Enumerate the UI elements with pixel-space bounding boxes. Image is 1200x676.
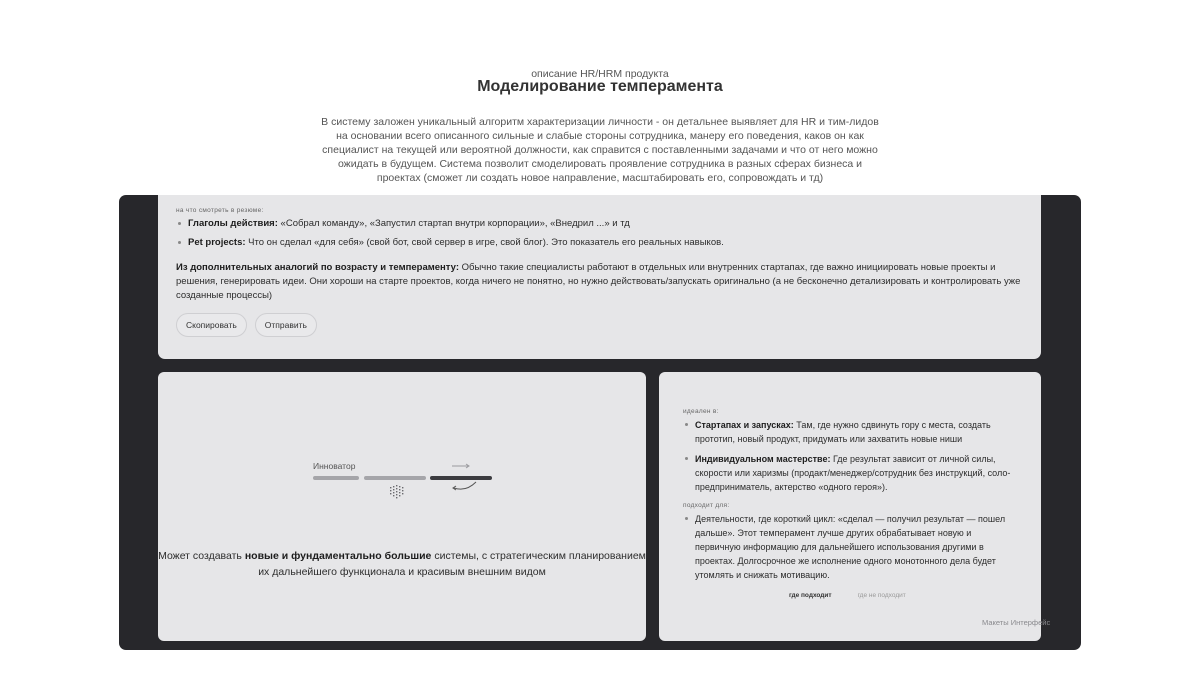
progress-segment xyxy=(364,476,426,480)
ideal-section xyxy=(683,408,1017,494)
analogies-text: Обычно такие специалисты работают в отдельных или внутренних стартапах, где важно инициировать новые проекты и решения, генерировать идеи. Они хороши на старте проектов, когда ничего не понятно, но нужно действовать/запускать оригинально (а не бесконечно детализировать и контролировать уже созданные процессы) xyxy=(176,262,1021,301)
list-item xyxy=(176,217,1023,231)
fit-card xyxy=(659,372,1041,641)
dark-frame xyxy=(119,195,1081,650)
resume-list xyxy=(176,217,1023,249)
list-item xyxy=(683,418,1017,446)
item-text: Где результат зависит от личной силы, скорости или харизмы (продакт/менеджер/сотрудник без инструкций, соло-предприниматель, актерство «одного героя»). xyxy=(695,454,1011,492)
analogies-paragraph xyxy=(176,261,1023,303)
item-text: Что он сделал «для себя» (свой бот, свой сервер в игре, свой блог). Это показатель его реальных навыков. xyxy=(245,236,724,248)
dots-icon xyxy=(387,483,407,503)
item-text: «Собрал команду», «Запустил стартап внутри корпорации», «Внедрил ...» и тд xyxy=(277,218,630,229)
item-text: Там, где нужно сдвинуть гору с места, создать прототип, новый продукт, придумать или захватить новые ниши xyxy=(695,420,991,444)
item-title: Стартапах и запусках: xyxy=(695,420,794,430)
page-title: Моделирование темперамента xyxy=(477,78,723,95)
innovator-text-start: Может создавать xyxy=(158,550,245,562)
suits-label: подходит для: xyxy=(683,502,730,509)
list-item xyxy=(176,236,1023,250)
item-text: Деятельности, где короткий цикл: «сделал — получил результат — пошел дальше». Этот темперамент лучше других обрабатывает новую и первичную информацию для дальнейшего использования другими в проектах. Долгосрочное же исполнение одного монотонного дела будет утомлять и снижать мотивацию. xyxy=(695,514,1006,580)
item-title: Глаголы действия: xyxy=(188,218,278,229)
suits-list xyxy=(683,512,1017,582)
list-item xyxy=(683,512,1017,582)
arrow-icon xyxy=(446,460,496,494)
tab-not-fits[interactable]: где не подходит xyxy=(857,592,906,599)
tab-fits[interactable]: где подходит xyxy=(789,592,832,599)
page-subtitle: описание HR/HRM продукта xyxy=(531,68,669,80)
innovator-label: Инноватор xyxy=(313,461,356,471)
item-title: Индивидуальном мастерстве: xyxy=(695,454,831,464)
analogies-title: Из дополнительных аналогий по возрасту и темпераменту: xyxy=(176,262,459,273)
suits-section xyxy=(683,502,1017,582)
innovator-card xyxy=(158,372,646,641)
send-button[interactable]: Отправить xyxy=(255,313,317,337)
action-buttons xyxy=(176,313,1023,337)
progress-segment xyxy=(313,476,359,480)
ideal-label: идеален в: xyxy=(683,408,719,415)
fit-tabs xyxy=(789,592,1017,599)
item-title: Pet projects: xyxy=(188,236,246,248)
resume-label: на что смотреть в резюме: xyxy=(176,207,264,214)
innovator-description xyxy=(158,548,646,580)
list-item xyxy=(683,452,1017,494)
ideal-list xyxy=(683,418,1017,494)
innovator-text-end: системы, с стратегическим планированием их дальнейшего функционала и красивым внешним видом xyxy=(258,550,646,578)
resume-card xyxy=(158,195,1041,359)
innovator-text-bold: новые и фундаментально большие xyxy=(244,550,432,562)
watermark: Макеты Интерфейс xyxy=(982,618,1051,627)
copy-button[interactable]: Скопировать xyxy=(176,313,247,337)
page-description: В систему заложен уникальный алгоритм характеризации личности - он детальнее выявляет для HR и тим-лидов на основании всего описанного сильные и слабые стороны сотрудника, манеру его поведения, каков он как специалист на текущей или вероятной должности, как справится с поставленными задачами и что от него можно ожидать в будущем. Система позволит смоделировать проявление сотрудника в разных сферах бизнеса и проектах (сможет ли создать новое направление, масштабировать его, сопровождать и тд) xyxy=(321,116,879,184)
